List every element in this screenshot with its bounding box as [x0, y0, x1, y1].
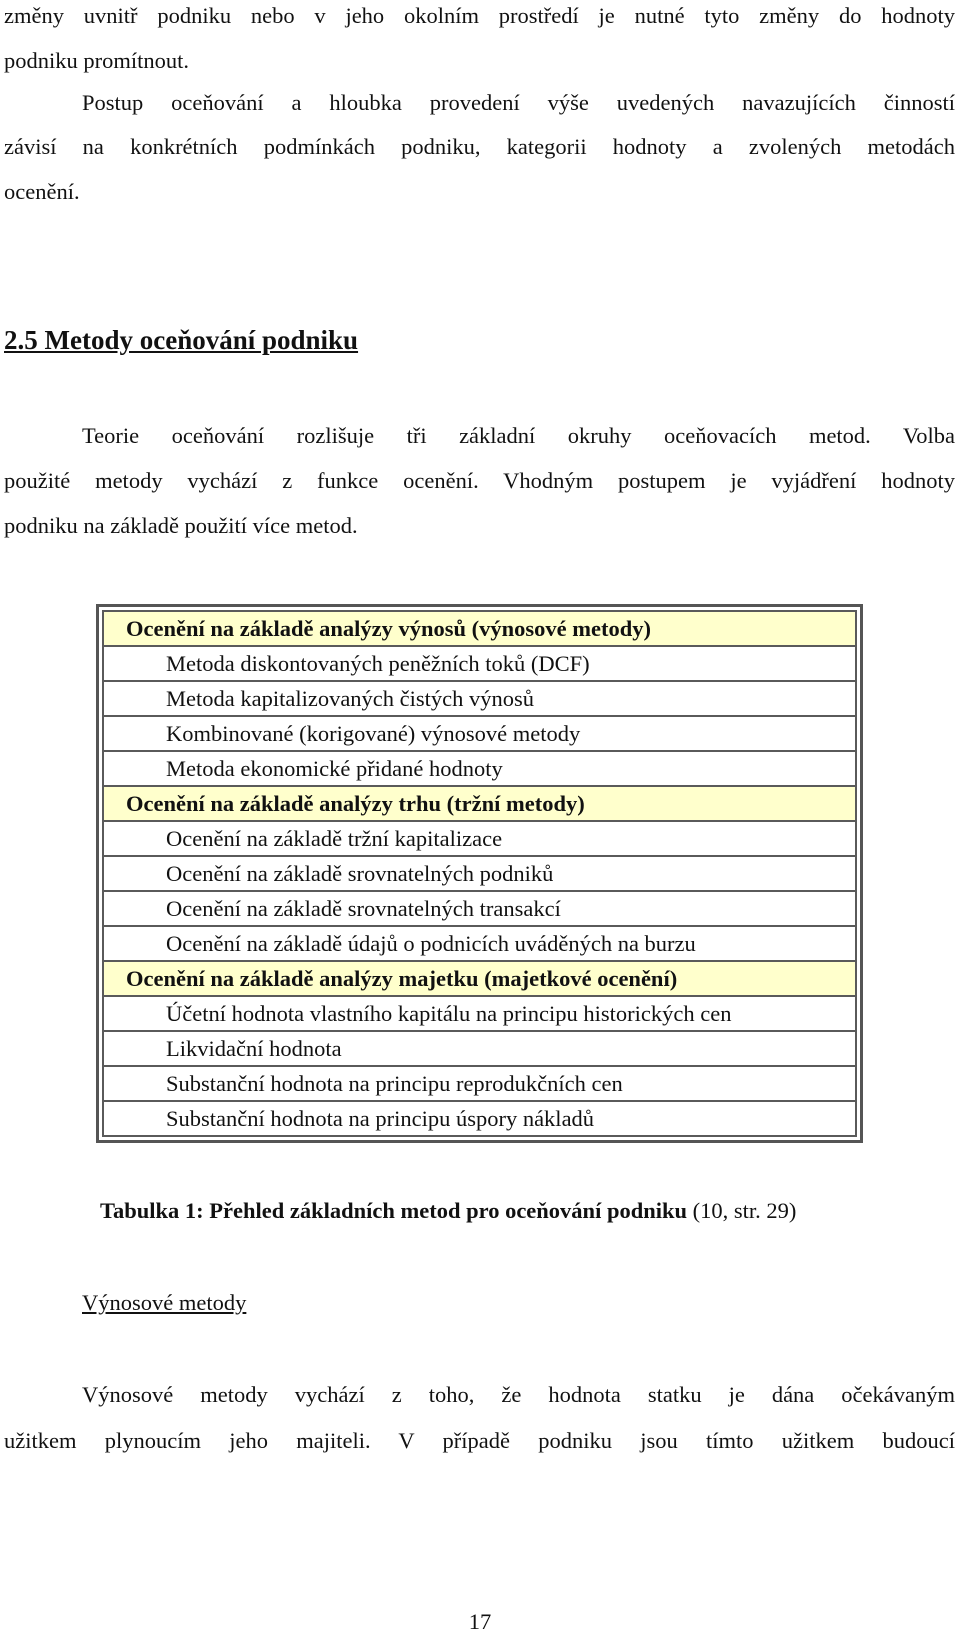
table-row: [103, 821, 856, 856]
table-row: [103, 1031, 856, 1066]
section-para-line: Teorie oceňování rozlišuje tři základní okruhy oceňovacích metod. Volba: [82, 423, 955, 448]
table-cell: Ocenění na základě údajů o podnicích uváděných na burzu: [103, 926, 856, 961]
intro-line: změny uvnitř podniku nebo v jeho okolním prostředí je nutné tyto změny do hodnoty: [4, 3, 955, 28]
caption-source: (10, str. 29): [687, 1198, 797, 1223]
table-row: [103, 646, 856, 681]
table-row: [103, 716, 856, 751]
table-cell: Substanční hodnota na principu reprodukčních cen: [103, 1066, 856, 1101]
table-cell: Metoda diskontovaných peněžních toků (DCF): [103, 646, 856, 681]
table-cell: Metoda kapitalizovaných čistých výnosů: [103, 681, 856, 716]
intro-line: závisí na konkrétních podmínkách podniku, kategorii hodnoty a zvolených metodách: [4, 134, 955, 159]
table-cell: Ocenění na základě analýzy výnosů (výnosové metody): [103, 611, 856, 646]
intro-line: podniku promítnout.: [4, 48, 189, 73]
table-row: [103, 751, 856, 786]
section-para-line: použité metody vychází z funkce ocenění. Vhodným postupem je vyjádření hodnoty: [4, 468, 955, 493]
table-row: [103, 681, 856, 716]
methods-table: [96, 604, 863, 1143]
table-cell: Ocenění na základě analýzy majetku (majetkové ocenění): [103, 961, 856, 996]
table-row: [103, 856, 856, 891]
table-cell: Ocenění na základě tržní kapitalizace: [103, 821, 856, 856]
table-category-row: [103, 611, 856, 646]
table-category-row: [103, 961, 856, 996]
table-cell: Ocenění na základě srovnatelných podniků: [103, 856, 856, 891]
table-row: [103, 926, 856, 961]
table-row: [103, 996, 856, 1031]
table-row: [103, 1101, 856, 1136]
table-category-row: [103, 786, 856, 821]
intro-line: Postup oceňování a hloubka provedení výše uvedených navazujících činností: [82, 90, 955, 115]
table-row: [103, 891, 856, 926]
table-cell: Ocenění na základě srovnatelných transakcí: [103, 891, 856, 926]
page-number: 17: [468, 1609, 492, 1634]
income-para-line: Výnosové metody vychází z toho, že hodnota statku je dána očekávaným: [82, 1382, 955, 1407]
table-cell: Likvidační hodnota: [103, 1031, 856, 1066]
table-cell: Substanční hodnota na principu úspory nákladů: [103, 1101, 856, 1136]
table-row: [103, 1066, 856, 1101]
intro-line: ocenění.: [4, 179, 80, 204]
income-para-line: užitkem plynoucím jeho majiteli. V případě podniku jsou tímto užitkem budoucí: [4, 1428, 955, 1453]
caption-title: Tabulka 1: Přehled základních metod pro oceňování podniku: [100, 1198, 688, 1223]
section-para-line: podniku na základě použití více metod.: [4, 513, 358, 538]
subheading: Výnosové metody: [82, 1290, 247, 1315]
table-cell: Kombinované (korigované) výnosové metody: [103, 716, 856, 751]
table-cell: Metoda ekonomické přidané hodnoty: [103, 751, 856, 786]
table-cell: Ocenění na základě analýzy trhu (tržní metody): [103, 786, 856, 821]
section-heading: 2.5 Metody oceňování podniku: [4, 325, 359, 355]
table-caption: [100, 1196, 796, 1226]
table-cell: Účetní hodnota vlastního kapitálu na principu historických cen: [103, 996, 856, 1031]
